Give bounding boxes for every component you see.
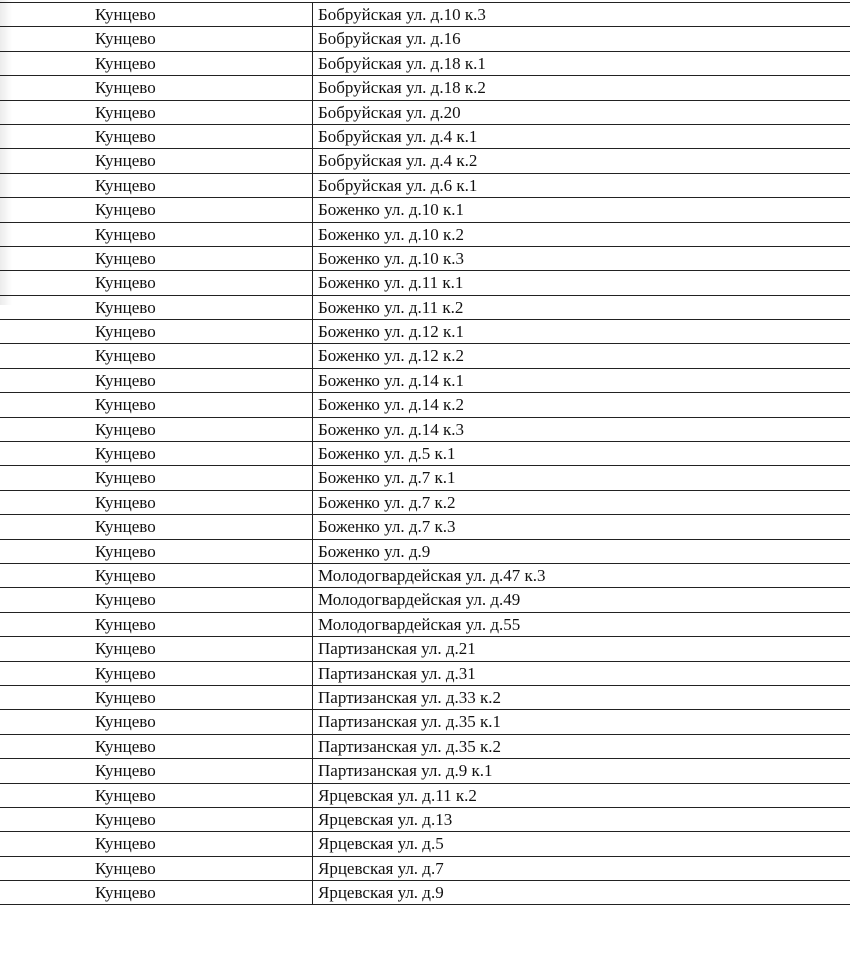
address-cell: Боженко ул. д.7 к.1 <box>318 468 456 488</box>
address-cell: Боженко ул. д.12 к.2 <box>318 346 465 366</box>
address-cell: Боженко ул. д.7 к.2 <box>318 492 456 512</box>
address-cell: Бобруйская ул. д.18 к.1 <box>318 53 486 73</box>
address-cell: Бобруйская ул. д.18 к.2 <box>318 78 486 98</box>
district-cell: Кунцево <box>0 808 313 831</box>
table-row <box>0 52 850 76</box>
table-row <box>0 637 850 661</box>
table-row <box>0 369 850 393</box>
address-cell: Боженко ул. д.10 к.1 <box>318 200 465 220</box>
district-cell: Кунцево <box>0 174 313 197</box>
table-row <box>0 808 850 832</box>
district-cell: Кунцево <box>0 296 313 319</box>
table-row <box>0 125 850 149</box>
district-cell: Кунцево <box>0 613 313 636</box>
table-row <box>0 27 850 51</box>
district-cell: Кунцево <box>0 442 313 465</box>
address-cell: Партизанская ул. д.9 к.1 <box>318 761 493 781</box>
district-cell: Кунцево <box>0 418 313 441</box>
district-cell: Кунцево <box>0 271 313 294</box>
table-row <box>0 686 850 710</box>
address-cell: Боженко ул. д.5 к.1 <box>318 444 456 464</box>
district-cell: Кунцево <box>0 857 313 880</box>
address-cell: Бобруйская ул. д.6 к.1 <box>318 175 478 195</box>
address-cell: Бобруйская ул. д.16 <box>318 29 461 49</box>
table-row <box>0 491 850 515</box>
table-row <box>0 174 850 198</box>
table-row <box>0 564 850 588</box>
district-cell: Кунцево <box>0 149 313 172</box>
district-cell: Кунцево <box>0 3 313 26</box>
district-cell: Кунцево <box>0 393 313 416</box>
address-cell: Боженко ул. д.9 <box>318 541 431 561</box>
address-cell: Молодогвардейская ул. д.47 к.3 <box>318 565 546 585</box>
district-cell: Кунцево <box>0 881 313 904</box>
address-cell: Бобруйская ул. д.10 к.3 <box>318 5 486 24</box>
table-row <box>0 735 850 759</box>
address-cell: Ярцевская ул. д.5 <box>318 834 444 854</box>
address-cell: Молодогвардейская ул. д.49 <box>318 590 521 610</box>
district-cell: Кунцево <box>0 76 313 99</box>
table-row <box>0 613 850 637</box>
district-cell: Кунцево <box>0 491 313 514</box>
table-row <box>0 320 850 344</box>
district-cell: Кунцево <box>0 662 313 685</box>
table-row <box>0 857 850 881</box>
district-cell: Кунцево <box>0 515 313 538</box>
district-cell: Кунцево <box>0 686 313 709</box>
address-cell: Партизанская ул. д.33 к.2 <box>318 687 502 707</box>
district-cell: Кунцево <box>0 344 313 367</box>
address-cell: Ярцевская ул. д.9 <box>318 883 444 903</box>
table-row <box>0 247 850 271</box>
table-row <box>0 540 850 564</box>
district-cell: Кунцево <box>0 759 313 782</box>
address-cell: Боженко ул. д.11 к.1 <box>318 273 464 293</box>
district-cell: Кунцево <box>0 588 313 611</box>
address-cell: Партизанская ул. д.35 к.1 <box>318 712 502 732</box>
address-cell: Бобруйская ул. д.4 к.2 <box>318 151 478 171</box>
address-cell: Ярцевская ул. д.7 <box>318 858 444 878</box>
district-cell: Кунцево <box>0 564 313 587</box>
table-row <box>0 832 850 856</box>
address-cell: Ярцевская ул. д.11 к.2 <box>318 785 477 805</box>
table-row <box>0 710 850 734</box>
table-row <box>0 393 850 417</box>
district-cell: Кунцево <box>0 320 313 343</box>
address-cell: Ярцевская ул. д.13 <box>318 809 453 829</box>
address-cell: Молодогвардейская ул. д.55 <box>318 614 521 634</box>
address-table <box>0 2 850 905</box>
table-row <box>0 442 850 466</box>
address-cell: Боженко ул. д.10 к.3 <box>318 248 465 268</box>
district-cell: Кунцево <box>0 125 313 148</box>
table-row <box>0 76 850 100</box>
district-cell: Кунцево <box>0 369 313 392</box>
table-row <box>0 881 850 905</box>
address-cell: Бобруйская ул. д.20 <box>318 102 461 122</box>
table-row <box>0 466 850 490</box>
district-cell: Кунцево <box>0 247 313 270</box>
district-cell: Кунцево <box>0 832 313 855</box>
table-row <box>0 344 850 368</box>
district-cell: Кунцево <box>0 637 313 660</box>
district-cell: Кунцево <box>0 52 313 75</box>
district-cell: Кунцево <box>0 466 313 489</box>
district-cell: Кунцево <box>0 710 313 733</box>
address-cell: Бобруйская ул. д.4 к.1 <box>318 126 478 146</box>
address-cell: Партизанская ул. д.35 к.2 <box>318 736 502 756</box>
table-row <box>0 198 850 222</box>
district-cell: Кунцево <box>0 735 313 758</box>
table-row <box>0 418 850 442</box>
table-row <box>0 101 850 125</box>
table-row <box>0 149 850 173</box>
address-cell: Боженко ул. д.12 к.1 <box>318 322 465 342</box>
address-cell: Боженко ул. д.7 к.3 <box>318 517 456 537</box>
district-cell: Кунцево <box>0 540 313 563</box>
table-row <box>0 588 850 612</box>
district-cell: Кунцево <box>0 198 313 221</box>
table-row <box>0 3 850 27</box>
table-row <box>0 759 850 783</box>
address-cell: Боженко ул. д.14 к.3 <box>318 419 465 439</box>
address-cell: Партизанская ул. д.31 <box>318 663 476 683</box>
address-cell: Боженко ул. д.11 к.2 <box>318 297 464 317</box>
address-cell: Боженко ул. д.14 к.1 <box>318 370 465 390</box>
district-cell: Кунцево <box>0 27 313 50</box>
district-cell: Кунцево <box>0 784 313 807</box>
address-cell: Боженко ул. д.10 к.2 <box>318 224 465 244</box>
table-row <box>0 296 850 320</box>
table-row <box>0 515 850 539</box>
address-cell: Партизанская ул. д.21 <box>318 639 476 659</box>
table-row <box>0 662 850 686</box>
table-row <box>0 271 850 295</box>
district-cell: Кунцево <box>0 223 313 246</box>
address-cell: Боженко ул. д.14 к.2 <box>318 395 465 415</box>
table-row <box>0 223 850 247</box>
district-cell: Кунцево <box>0 101 313 124</box>
table-row <box>0 784 850 808</box>
